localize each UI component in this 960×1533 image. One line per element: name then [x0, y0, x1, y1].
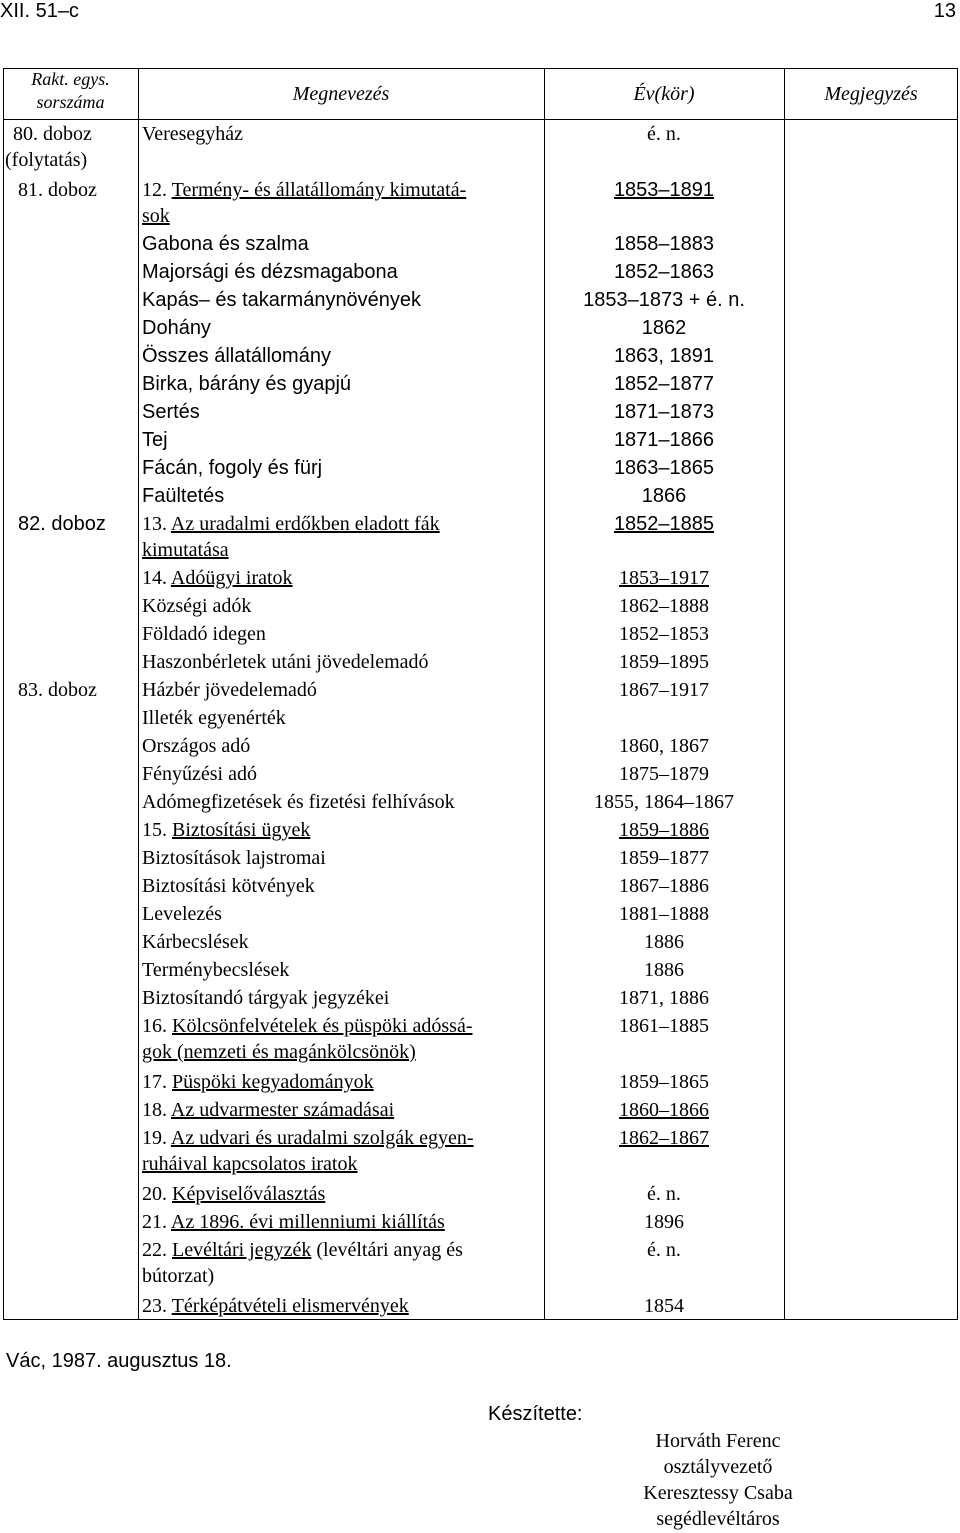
- series-title: Termény- és állatállomány kimutatá-: [171, 179, 467, 201]
- page-header-title: XII. 51–c: [0, 0, 79, 22]
- box-number: 83. doboz: [18, 679, 97, 701]
- series-title: Püspöki kegyadományok: [172, 1071, 374, 1093]
- series-number: 23.: [142, 1295, 167, 1317]
- prepared-by-label: Készítette:: [488, 1403, 583, 1425]
- row-year: é. n.: [647, 1239, 681, 1261]
- row-year: 1886: [644, 931, 684, 953]
- row-name: [142, 1125, 474, 1151]
- column-divider-1: [138, 68, 139, 1320]
- series-number: 19.: [142, 1127, 167, 1149]
- row-year: 1853–1917: [619, 567, 709, 589]
- series-title: Biztosítási ügyek: [172, 819, 311, 841]
- series-title-cont: gok (nemzeti és magánkölcsönök): [142, 1041, 416, 1063]
- signer2-title: segédlevéltáros: [656, 1508, 780, 1530]
- series-number: 22.: [142, 1239, 167, 1261]
- row-year: 1871–1873: [613, 401, 715, 423]
- series-number: 18.: [142, 1099, 167, 1121]
- series-title-tail: (levéltári anyag és: [311, 1239, 463, 1261]
- row-name: Illeték egyenérték: [142, 707, 286, 729]
- box-number: 81. doboz: [18, 179, 97, 201]
- row-name: Földadó idegen: [142, 623, 266, 645]
- row-name: Majorsági és dézsmagabona: [142, 261, 398, 283]
- row-year: 1853–1891: [613, 179, 715, 201]
- row-name: Gabona és szalma: [142, 233, 309, 255]
- row-year: é. n.: [647, 1183, 681, 1205]
- box-continued: (folytatás): [5, 149, 88, 171]
- row-name: Dohány: [142, 317, 211, 339]
- row-year: 1863, 1891: [613, 345, 715, 367]
- row-year: 1866: [641, 485, 687, 507]
- row-year: 1860–1866: [619, 1099, 709, 1121]
- box-number: 82. doboz: [18, 513, 106, 535]
- row-name: Fényűzési adó: [142, 763, 257, 785]
- row-name: Biztosítandó tárgyak jegyzékei: [142, 987, 390, 1009]
- row-name: Veresegyház: [142, 123, 244, 145]
- row-name: Adómegfizetések és fizetési felhívások: [142, 791, 455, 813]
- table-border-top: [3, 68, 958, 69]
- series-title: Térképátvételi elismervények: [171, 1295, 409, 1317]
- row-name: Birka, bárány és gyapjú: [142, 373, 352, 395]
- row-year: 1854: [644, 1295, 684, 1317]
- place-date: Vác, 1987. augusztus 18.: [6, 1350, 232, 1372]
- row-name: Faültetés: [142, 485, 225, 507]
- row-year: é. n.: [647, 123, 681, 145]
- header-sorszam: [3, 68, 138, 114]
- row-year: 1871–1866: [613, 429, 715, 451]
- row-year: 1867–1917: [619, 679, 709, 701]
- row-year: 1886: [644, 959, 684, 981]
- signature-block: [618, 1428, 818, 1532]
- series-title: Képviselőválasztás: [172, 1183, 326, 1205]
- header-sorszam-line1: Rakt. egys.: [31, 69, 110, 89]
- series-number: 15.: [142, 819, 167, 841]
- series-title: Az udvarmester számadásai: [170, 1099, 395, 1121]
- row-year: 1871, 1886: [619, 987, 709, 1009]
- row-name: [142, 1293, 409, 1319]
- series-title: Adóügyi iratok: [170, 567, 293, 589]
- row-year: 1861–1885: [619, 1015, 709, 1037]
- row-year: 1852–1885: [613, 513, 715, 535]
- table-border-right: [957, 68, 958, 1320]
- row-name: Terménybecslések: [142, 959, 290, 981]
- row-year: 1859–1895: [619, 651, 709, 673]
- series-number: 21.: [142, 1211, 167, 1233]
- row-year: 1881–1888: [619, 903, 709, 925]
- row-name: Kapás– és takarmánynövények: [142, 289, 422, 311]
- row-name: [142, 1237, 463, 1263]
- series-number: 14.: [142, 567, 167, 589]
- row-year: 1875–1879: [619, 763, 709, 785]
- series-title: Az uradalmi erdőkben eladott fák: [170, 513, 440, 535]
- row-name: Országos adó: [142, 735, 251, 757]
- signer1-name: Horváth Ferenc: [655, 1430, 781, 1452]
- row-name: [142, 1181, 325, 1207]
- series-number: 13.: [142, 513, 167, 535]
- row-name: Összes állatállomány: [142, 345, 331, 367]
- row-name: [142, 1097, 394, 1123]
- column-divider-3: [784, 68, 785, 1320]
- row-name: Biztosítások lajstromai: [142, 847, 326, 869]
- row-year: 1862–1867: [619, 1127, 709, 1149]
- series-title-cont: ruháival kapcsolatos iratok: [142, 1153, 358, 1175]
- series-title: Kölcsönfelvételek és püspöki adóssá-: [172, 1015, 473, 1037]
- signer2-name: Keresztessy Csaba: [643, 1482, 793, 1504]
- series-title-cont: kimutatása: [142, 539, 229, 561]
- row-name: [142, 817, 310, 843]
- header-divider: [3, 119, 958, 120]
- series-title: Levéltári jegyzék: [172, 1239, 312, 1261]
- row-name: [142, 565, 293, 591]
- header-megjegyzes: Megjegyzés: [824, 83, 918, 105]
- row-name: [142, 177, 466, 203]
- row-name: [142, 1013, 472, 1039]
- row-year: 1863–1865: [613, 457, 715, 479]
- header-megnevezes: Megnevezés: [292, 83, 390, 105]
- row-name: [142, 1069, 374, 1095]
- box-number: 80. doboz: [13, 123, 92, 145]
- row-year: 1862: [641, 317, 687, 339]
- row-name: Tej: [142, 429, 168, 451]
- row-year: 1858–1883: [613, 233, 715, 255]
- series-title-cont: sok: [142, 205, 170, 227]
- series-number: 20.: [142, 1183, 167, 1205]
- row-year: 1862–1888: [619, 595, 709, 617]
- series-number: 16.: [142, 1015, 167, 1037]
- row-year: 1896: [644, 1211, 684, 1233]
- series-title: Az 1896. évi millenniumi kiállítás: [170, 1211, 445, 1233]
- row-name: Levelezés: [142, 903, 222, 925]
- table-border-bottom: [3, 1319, 958, 1320]
- page-number: 13: [933, 0, 956, 22]
- row-name: [142, 1209, 445, 1235]
- row-year: 1853–1873 + é. n.: [583, 289, 745, 311]
- row-name: [142, 511, 440, 537]
- row-year: 1852–1877: [613, 373, 715, 395]
- row-year: 1860, 1867: [619, 735, 709, 757]
- row-year: 1852–1853: [619, 623, 709, 645]
- series-title: Az udvari és uradalmi szolgák egyen-: [170, 1127, 474, 1149]
- row-year: 1852–1863: [613, 261, 715, 283]
- series-number: 17.: [142, 1071, 167, 1093]
- row-name: Kárbecslések: [142, 931, 249, 953]
- row-year: 1859–1886: [619, 819, 709, 841]
- header-sorszam-line2: sorszáma: [36, 92, 105, 112]
- row-name: Községi adók: [142, 595, 252, 617]
- row-name: Biztosítási kötvények: [142, 875, 315, 897]
- row-year: 1859–1865: [619, 1071, 709, 1093]
- row-name: Sertés: [142, 401, 200, 423]
- series-title-cont: bútorzat): [142, 1265, 215, 1287]
- row-name: Haszonbérletek utáni jövedelemadó: [142, 651, 429, 673]
- row-year: 1859–1877: [619, 847, 709, 869]
- row-box-label: [3, 121, 92, 173]
- signer1-title: osztályvezető: [663, 1456, 773, 1478]
- series-number: 12.: [142, 179, 167, 201]
- row-year: 1867–1886: [619, 875, 709, 897]
- inventory-table: [3, 68, 958, 1320]
- row-name: Fácán, fogoly és fürj: [142, 457, 323, 479]
- row-name: Házbér jövedelemadó: [142, 679, 317, 701]
- row-year: 1855, 1864–1867: [594, 791, 734, 813]
- header-ev: Év(kör): [633, 83, 695, 105]
